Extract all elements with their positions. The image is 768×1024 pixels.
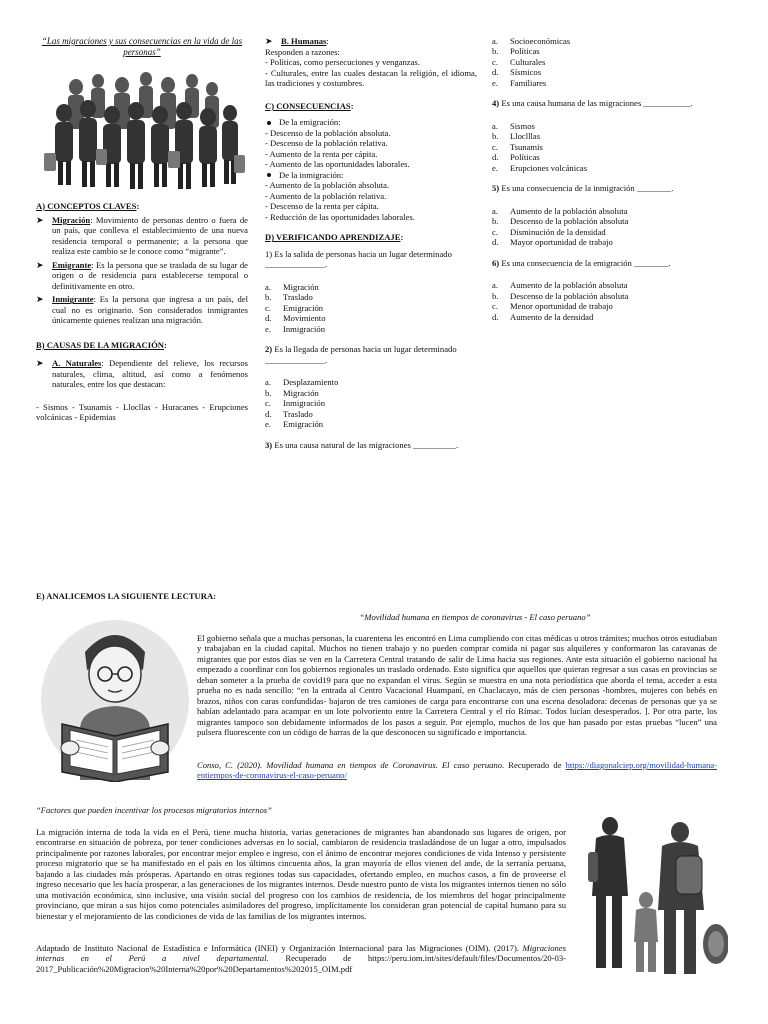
- option: c. Menor oportunidad de trabajo: [492, 301, 613, 312]
- factores-citation: Adaptado de Instituto Nacional de Estadística e Informática (INEI) y Organización Internacional para las Migraciones (OIM). (2017). Migraciones internas en el Perú a nivel departamental. Recuperado de https://peru.iom.int/sites/default/files/Documentos/20-03-2017_Publicación%20Migracion%20Interna%20por%20Departamentos%202015_OIM.pdf: [36, 943, 566, 974]
- concept-inmigrante: ➤ Inmigrante: Es la persona que ingresa a un país, del cual no es originario. Son considerados inmigrantes únicamente quienes realizan una migración.: [36, 294, 248, 326]
- inmig-line: - Descenso de la renta per cápita.: [265, 201, 379, 212]
- immigration-label: De la inmigración:: [265, 170, 477, 180]
- question-3-options: [492, 36, 724, 88]
- reading-body: El gobierno señala que a muchas personas, la cuarentena les encontró en Lima cumpliendo con citas médicas u otros trámites; muchos otros estudiaban y trabajaban en la ciudad capital. Muchos no tienen trabajo y no pueden comprar comida ni pagar sus alquileres y conformaron las caravanas de migrantes que por estos días se ven en la Carretera Central tratando de salir de Lima hacia sus regiones. Ante esta situación el gobierno nacional ha empezado a coordinar con los gobiernos regionales un traslado ordenado. Esto significa que aquellos que quieran regresar a sus casas en provincias se deban someter a la prueba de covid19 para que no expandan el virus. Según se muestra en una nota periodística que aborda el tema, acceder a esta prueba no es nada sencillo: “en la entrada al Centro Vacacional Huampaní, en Chaclacayo, más de cien personas -hombres, mujeres con bebés en brazos, niños con caras confundidas- bajaron de tres camiones de carga para encontrarse con una escena desoladora: decenas de personas que ya se habían adelantado para acampar en un lote polvoriento entre la Carretera Central y el río Rímac. Todos lucían desesperados. ]. Por otra parte, los migrantes tampoco son debidamente informados de los pasos a seguir. Por ejemplo, muchos de los que han pasado por estas pruebas “lucen” una pulsera fluorescente con un código de barras de la que desconocen su significado e importancia.: [197, 633, 717, 738]
- option: d. Aumento de la densidad: [492, 311, 594, 322]
- option: a. Aumento de la población absoluta: [492, 205, 628, 216]
- section-b-heading: B) CAUSAS DE LA MIGRACIÓN:: [36, 339, 167, 350]
- concept-migracion: ➤ Migración: Movimiento de personas dentro o fuera de un país, que conlleva el establecimiento de una nueva residencia temporal o permanente; a la persona que realiza este cambio se le conoce como “migrante”.: [36, 214, 248, 257]
- option: e. Erupciones volcánicas: [492, 162, 588, 173]
- question-5-options: [492, 206, 724, 248]
- human-line: - Políticas, como persecuciones y venganzas.: [265, 57, 420, 68]
- option: a. Sismos: [492, 120, 535, 131]
- question-1-options: [265, 282, 477, 334]
- question-2-options: [265, 377, 477, 429]
- emig-line: - Descenso de la población relativa.: [265, 138, 388, 149]
- option: c. Disminución de la densidad: [492, 226, 606, 237]
- section-a-heading: A) CONCEPTOS CLAVES:: [36, 200, 140, 211]
- section-c-heading: C) CONSECUENCIAS:: [265, 100, 354, 111]
- arrow-bullet-icon: ➤: [36, 358, 44, 369]
- emig-line: - Descenso de la población absoluta.: [265, 127, 391, 138]
- option: b. Traslado: [265, 292, 313, 303]
- migrant-family-illustration: [578, 812, 728, 982]
- option: b. Lloclllas: [492, 131, 541, 142]
- column-middle: [265, 36, 477, 450]
- option: d. Movimiento: [265, 313, 326, 324]
- option: a. Desplazamiento: [265, 377, 339, 388]
- option: b. Migración: [265, 387, 319, 398]
- option: c. Culturales: [492, 56, 546, 67]
- option: a. Aumento de la población absoluta: [492, 280, 628, 291]
- page-title: “Las migraciones y sus consecuencias en la vida de las personas”: [41, 36, 243, 58]
- question-3: 3) Es una causa natural de las migraciones __________.: [265, 439, 459, 450]
- column-left: [36, 36, 248, 423]
- section-d-heading: D) VERIFICANDO APRENDIZAJE:: [265, 232, 404, 243]
- option: c. Tsunamis: [492, 141, 543, 152]
- arrow-bullet-icon: ➤: [36, 294, 44, 305]
- option: d. Mayor oportunidad de trabajo: [492, 237, 613, 248]
- inmig-line: - Aumento de la población relativa.: [265, 190, 387, 201]
- option: b. Descenso de la población absoluta: [492, 216, 629, 227]
- reading-citation: Conso, C. (2020). Movilidad humana en tiempos de Coronavirus. El caso peruano. Recuperado de https://diagonalciep.org/movilidad-humana-entiempos-de-coronavirus-el-caso-peruano/: [197, 760, 717, 781]
- option: a. Socioeconómicas: [492, 36, 571, 46]
- cause-human: ➤ B. Humanas:: [265, 36, 329, 46]
- question-6: 6) Es una consecuencia de la emigración ________.: [492, 257, 671, 268]
- section-e-heading: E) ANALICEMOS LA SIGUIENTE LECTURA:: [36, 591, 217, 601]
- emigration-label: De la emigración:: [265, 117, 477, 127]
- question-4-options: [492, 121, 724, 173]
- option: b. Políticas: [492, 46, 540, 57]
- factores-title: “Factores que pueden incentivar los procesos migratorios internos”: [36, 805, 272, 815]
- natural-causes-list: - Sismos - Tsunamis - Llocllas - Huracanes - Erupciones volcánicas - Epidemias: [36, 401, 248, 423]
- option: b. Descenso de la población absoluta: [492, 290, 629, 301]
- cause-natural: ➤ A. Naturales: Dependiente del relieve, los recursos naturales, clima, altitud, así como a fenómenos naturales, entre los que destacan:: [36, 358, 248, 390]
- question-4: 4) Es una causa humana de las migraciones ___________.: [492, 98, 693, 109]
- arrow-bullet-icon: ➤: [36, 214, 44, 225]
- inmig-line: - Reducción de las oportunidades laborales.: [265, 211, 415, 222]
- arrow-bullet-icon: ➤: [265, 36, 273, 46]
- option: e. Emigración: [265, 419, 324, 430]
- factores-body: La migración interna de toda la vida en el Perú, tiene mucha historia, varias generaciones de migrantes han abandonado sus lugares de origen, por encontrarse en situación de pobreza, por tener condiciones adversas en lo social, cambiaron de residencia trasladándose de un lugar a otro, impulsados principalmente por razones laborales, por encontrar mejor empleo e ingreso, con el ánimo de encontrar mejores condiciones de vida Intenso y persistente proceso migratorio que se ha manifestado en el país en los últimos cincuenta años, la gran mayoría de ellos vienen del ande, de la serranía peruana, bajando a las ciudades más prósperas. Apartando en otras regiones todas sus capacidades, ofertando empleo, en muchos casos, a fin de proveerse el ingreso necesario que les hacía prosperar, a las generaciones de los migrantes internos. Desde nuestro punto de vista los migrantes internos tienen no sólo una motivación económica, sino inclusive, una visión social del progreso con los cambios de residencia, de los miembros del hogar principalmente provinciano, que miran a sus hijos como potenciales asimiladores del progreso, implícitamente los consideran gran potencial de capital humano para su bienestar y el mejoramiento de las condiciones de vida de las familias de los migrantes internos.: [36, 827, 566, 921]
- boy-reading-illustration: [40, 612, 190, 782]
- option: c. Inmigración: [265, 398, 325, 409]
- question-6-options: [492, 280, 724, 322]
- option: d. Sísmicos: [492, 67, 542, 78]
- human-line: - Culturales, entre las cuales destacan la religión, el idioma, las tradiciones y costumbres.: [265, 67, 477, 89]
- option: a. Migración: [265, 281, 319, 292]
- column-right: [492, 36, 724, 322]
- question-1: 1) Es la salida de personas hacia un lugar determinado ______________.: [265, 248, 452, 270]
- crowd-illustration: [36, 65, 248, 193]
- question-5: 5) Es una consecuencia de la inmigración ________.: [492, 183, 674, 194]
- option: e. Inmigración: [265, 323, 325, 334]
- emig-line: - Aumento de la renta per cápita.: [265, 148, 378, 159]
- arrow-bullet-icon: ➤: [36, 259, 44, 270]
- option: d. Traslado: [265, 408, 313, 419]
- concept-emigrante: ➤ Emigrante: Es la persona que se traslada de su lugar de origen o de residencia para establecerse temporal o definitivamente en otro.: [36, 259, 248, 291]
- reading-title: “Movilidad humana en tiempos de coronavirus - El caso peruano”: [359, 612, 591, 622]
- human-lead: Responden a razones:: [265, 46, 340, 57]
- emig-line: - Aumento de las oportunidades laborales.: [265, 159, 410, 170]
- question-2: 2) Es la llegada de personas hacia un lugar determinado ______________.: [265, 344, 457, 365]
- option: d. Políticas: [492, 152, 540, 163]
- citation-link[interactable]: https://diagonalciep.org/movilidad-humana-entiempos-de-coronavirus-el-caso-peruano/: [197, 760, 717, 781]
- option: e. Familiares: [492, 77, 547, 88]
- inmig-line: - Aumento de la población absoluta.: [265, 180, 390, 191]
- option: c. Emigración: [265, 302, 324, 313]
